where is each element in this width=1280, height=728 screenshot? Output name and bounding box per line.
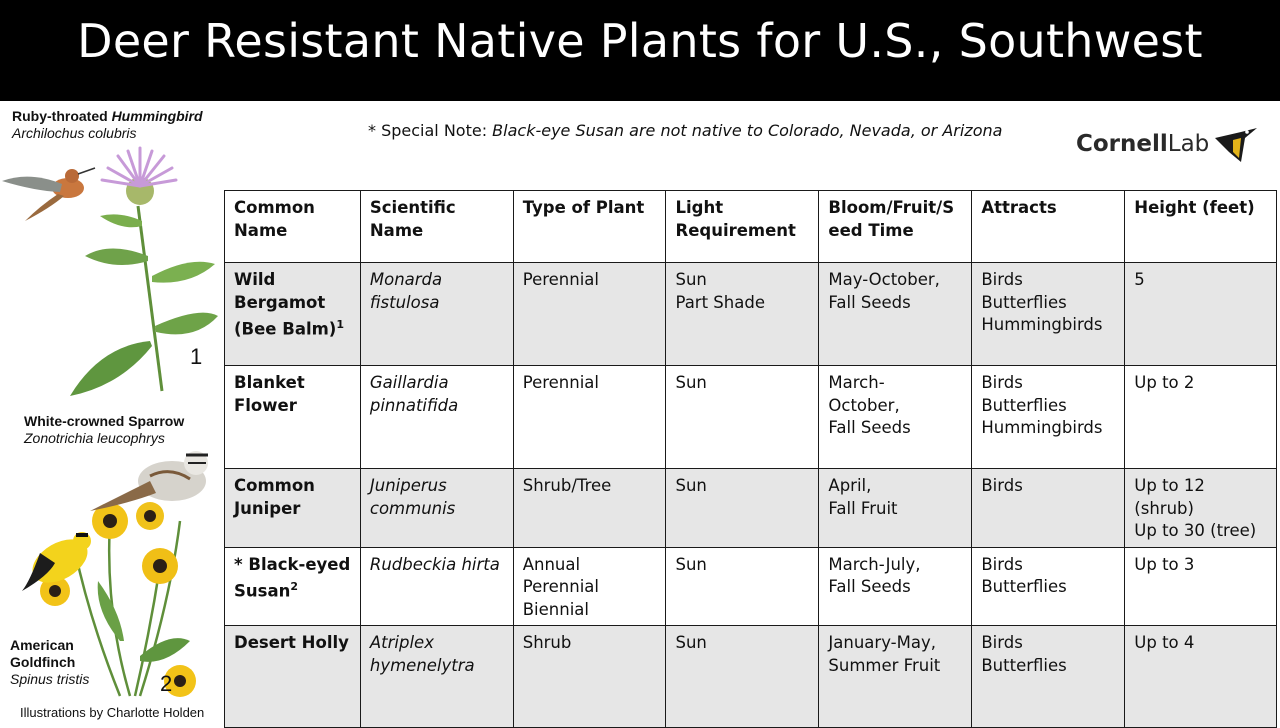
cell-attracts: Birds Butterflies xyxy=(972,547,1125,626)
cell-height: Up to 3 xyxy=(1125,547,1277,626)
header-scientific-name: Scientific Name xyxy=(360,191,513,263)
goldfinch-common-line2: Goldfinch xyxy=(10,654,76,670)
page-title: Deer Resistant Native Plants for U.S., Southwest xyxy=(77,14,1203,68)
table-row xyxy=(225,626,1277,728)
plant-table xyxy=(224,190,1277,728)
cell-type: Shrub/Tree xyxy=(513,469,666,548)
cell-bloom: March- October, Fall Seeds xyxy=(819,366,972,469)
cell-common-name: * Black-eyed Susan$^2$ xyxy=(225,547,361,626)
cell-attracts: Birds xyxy=(972,469,1125,548)
cell-light: Sun xyxy=(666,547,819,626)
table-row xyxy=(225,263,1277,366)
sparrow-common: White-crowned Sparrow xyxy=(24,413,185,429)
cell-light: Sun Part Shade xyxy=(666,263,819,366)
sparrow-scientific: Zonotrichia leucophrys xyxy=(24,430,165,446)
header-attracts: Attracts xyxy=(972,191,1125,263)
header-common-name: Common Name xyxy=(225,191,361,263)
cell-height: Up to 12 (shrub) Up to 30 (tree) xyxy=(1125,469,1277,548)
illustration-credit: Illustrations by Charlotte Holden xyxy=(20,705,205,720)
cell-scientific-name: Gaillardia pinnatifida xyxy=(360,366,513,469)
cell-type: Perennial xyxy=(513,263,666,366)
table-row xyxy=(225,547,1277,626)
special-note-prefix: * Special Note: xyxy=(368,121,493,140)
header-bloom-time: Bloom/Fruit/S eed Time xyxy=(819,191,972,263)
illustration-number-2: 2 xyxy=(160,671,173,696)
header-height: Height (feet) xyxy=(1125,191,1277,263)
table-header-row xyxy=(225,191,1277,263)
cell-bloom: April, Fall Fruit xyxy=(819,469,972,548)
hummingbird-common-italic: Hummingbird xyxy=(111,108,203,124)
cell-light: Sun xyxy=(666,626,819,728)
cell-attracts: Birds Butterflies xyxy=(972,626,1125,728)
goldfinch-common-line1: American xyxy=(10,637,74,653)
cell-common-name: Desert Holly xyxy=(225,626,361,728)
cell-scientific-name: Juniperus communis xyxy=(360,469,513,548)
table-row xyxy=(225,366,1277,469)
cell-height: 5 xyxy=(1125,263,1277,366)
footnote-sup: 2 xyxy=(290,580,298,593)
header-type-of-plant: Type of Plant xyxy=(513,191,666,263)
logo-text-bold: Cornell xyxy=(1076,131,1168,157)
cell-type: Annual Perennial Biennial xyxy=(513,547,666,626)
logo-text-regular: Lab xyxy=(1167,131,1210,157)
special-note xyxy=(368,121,1002,140)
footnote-sup: 1 xyxy=(336,318,344,331)
title-bar xyxy=(0,0,1280,101)
cell-bloom: January-May, Summer Fruit xyxy=(819,626,972,728)
hummingbird-caption xyxy=(12,108,203,142)
bird-logo-icon xyxy=(1211,122,1259,166)
cell-attracts: Birds Butterflies Hummingbirds xyxy=(972,366,1125,469)
hummingbird-common-prefix: Ruby-throated xyxy=(12,108,112,124)
cell-height: Up to 2 xyxy=(1125,366,1277,469)
cell-light: Sun xyxy=(666,366,819,469)
table-row xyxy=(225,469,1277,548)
cell-common-name: Blanket Flower xyxy=(225,366,361,469)
cell-type: Shrub xyxy=(513,626,666,728)
cell-bloom: May-October, Fall Seeds xyxy=(819,263,972,366)
cell-scientific-name: Rudbeckia hirta xyxy=(360,547,513,626)
goldfinch-caption xyxy=(10,637,89,688)
illustration-panel xyxy=(0,101,224,726)
cell-type: Perennial xyxy=(513,366,666,469)
cell-light: Sun xyxy=(666,469,819,548)
cell-common-name: Wild Bergamot (Bee Balm)$^1$ xyxy=(225,263,361,366)
special-note-text: Black-eye Susan are not native to Colorado, Nevada, or Arizona xyxy=(492,121,1003,140)
cell-scientific-name: Atriplex hymenelytra xyxy=(360,626,513,728)
cell-common-name: Common Juniper xyxy=(225,469,361,548)
cell-bloom: March-July, Fall Seeds xyxy=(819,547,972,626)
illustration-number-1: 1 xyxy=(190,344,203,369)
cornell-lab-logo xyxy=(1076,122,1259,166)
logo-text xyxy=(1076,131,1209,157)
cell-height: Up to 4 xyxy=(1125,626,1277,728)
goldfinch-scientific: Spinus tristis xyxy=(10,671,90,687)
hummingbird-scientific: Archilochus colubris xyxy=(12,125,137,141)
cell-scientific-name: Monarda fistulosa xyxy=(360,263,513,366)
cell-attracts: Birds Butterflies Hummingbirds xyxy=(972,263,1125,366)
header-light-requirement: Light Requirement xyxy=(666,191,819,263)
